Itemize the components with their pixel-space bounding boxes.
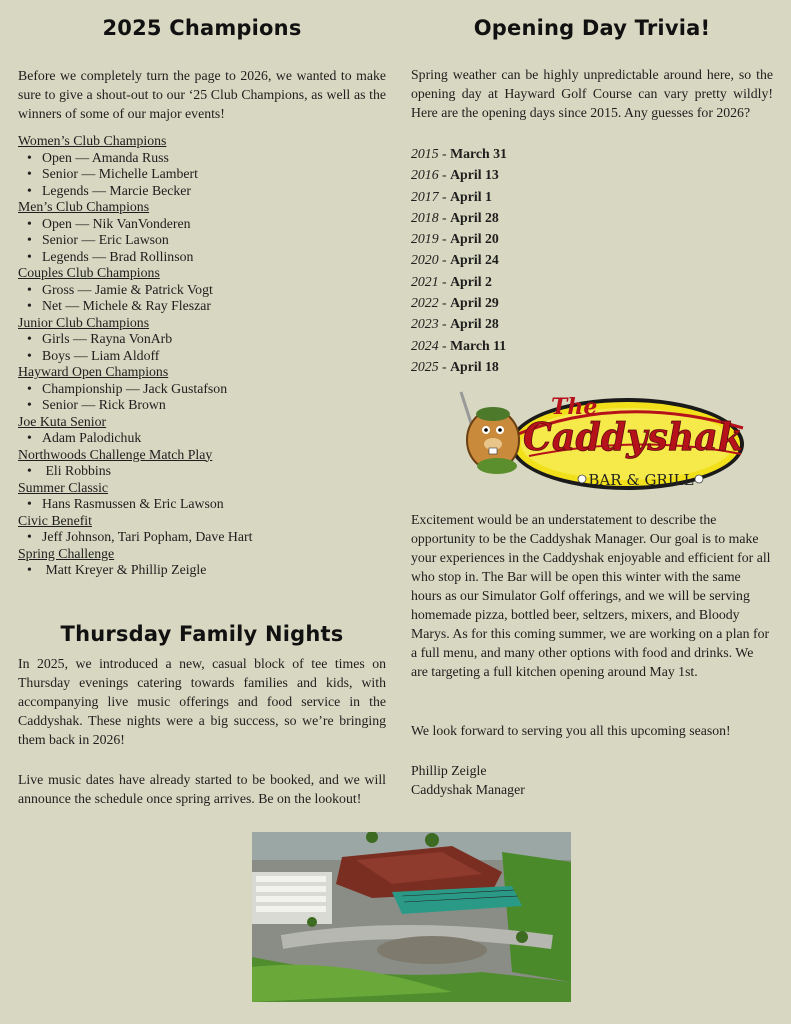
opening-day-date: April 1 bbox=[450, 188, 492, 204]
champion-winner-item: • Open — Amanda Russ bbox=[18, 150, 386, 167]
champion-category: Joe Kuta Senior bbox=[18, 413, 107, 429]
caddyshak-logo bbox=[451, 384, 751, 496]
champion-winner-item: • Championship — Jack Gustafson bbox=[18, 381, 386, 398]
opening-day-separator: - bbox=[438, 358, 451, 374]
opening-day-year: 2019 bbox=[411, 231, 439, 247]
opening-day-separator: - bbox=[438, 295, 451, 311]
champion-category: Summer Classic bbox=[18, 479, 109, 495]
champion-winner-item: • Senior — Rick Brown bbox=[18, 397, 386, 414]
opening-day-year: 2023 bbox=[411, 316, 439, 332]
opening-day-year: 2016 bbox=[411, 167, 439, 183]
champion-category: Women’s Club Champions bbox=[18, 133, 167, 148]
champion-winners-list bbox=[18, 381, 386, 414]
champion-winner-item: • Adam Palodichuk bbox=[18, 430, 386, 447]
opening-day-item bbox=[411, 186, 773, 207]
opening-day-date: April 13 bbox=[450, 167, 499, 183]
champion-category: Spring Challenge bbox=[18, 545, 115, 561]
opening-day-item bbox=[411, 271, 773, 292]
champion-winners-list bbox=[18, 331, 386, 364]
logo-the-text: The bbox=[551, 394, 598, 420]
champion-winner-item: • Legends — Brad Rollinson bbox=[18, 249, 386, 266]
opening-day-date: April 24 bbox=[450, 252, 499, 268]
opening-day-separator: - bbox=[438, 337, 451, 353]
champion-winner-item: • Girls — Rayna VonArb bbox=[18, 331, 386, 348]
family-nights-paragraph-1: In 2025, we introduced a new, casual block of tee times on Thursday evenings catering towards families and kids, with accompanying live music offerings and food service in the Caddyshak. These nights were a big success, so we’re bringing them back in 2026! bbox=[18, 656, 386, 747]
champion-winners-list bbox=[18, 430, 386, 447]
opening-days-list bbox=[411, 143, 773, 377]
opening-day-year: 2018 bbox=[411, 209, 439, 225]
caddyshak-paragraph-1: Excitement would be an understatement to describe the opportunity to be the Caddyshak Manager. Our goal is to make your experiences in the Caddyshak enjoyable and efficient for all who stop in. The Bar will be open this winter with the same hours as our Simulator Golf offerings, and we will be serving homemade pizza, bottled beer, seltzers, mixers, and Bloody Marys. As for this coming summer, we are working on a plan for a full menu, and many other options with food and drinks. We are targeting a full kitchen opening around May 1st. bbox=[411, 512, 771, 679]
champion-category: Junior Club Champions bbox=[18, 314, 150, 330]
opening-day-date: April 28 bbox=[450, 209, 499, 225]
champion-winner-item: • Hans Rasmussen & Eric Lawson bbox=[18, 496, 386, 513]
champions-intro: Before we completely turn the page to 2026, we wanted to make sure to give a shout-out to our ‘25 Club Champions, as well as the winners of some of our major events! bbox=[18, 68, 386, 121]
champion-category: Men’s Club Champions bbox=[18, 199, 150, 214]
champion-category: Northwoods Challenge Match Play bbox=[18, 446, 213, 462]
opening-day-item bbox=[411, 313, 773, 334]
trivia-intro: Spring weather can be highly unpredictable around here, so the opening day at Hayward Golf Course can vary pretty wildly! Here are the opening days since 2015. Any guesses for 2026? bbox=[411, 67, 773, 120]
champion-winner-item: • Boys — Liam Aldoff bbox=[18, 348, 386, 365]
champion-winners-list bbox=[18, 216, 386, 266]
champion-winners-list bbox=[18, 496, 386, 513]
opening-day-year: 2020 bbox=[411, 252, 439, 268]
opening-day-year: 2017 bbox=[411, 188, 439, 204]
champions-title: 2025 Champions bbox=[102, 16, 302, 40]
opening-day-year: 2024 bbox=[411, 337, 439, 353]
champion-winner-item: • Open — Nik VanVonderen bbox=[18, 216, 386, 233]
opening-day-separator: - bbox=[438, 188, 451, 204]
champion-category: Civic Benefit bbox=[18, 512, 92, 528]
opening-day-year: 2025 bbox=[411, 358, 439, 374]
caddyshak-paragraph-2: We look forward to serving you all this upcoming season! bbox=[411, 723, 731, 738]
opening-day-separator: - bbox=[438, 252, 451, 268]
opening-day-item bbox=[411, 228, 773, 249]
opening-day-item bbox=[411, 292, 773, 313]
opening-day-date: April 20 bbox=[450, 231, 499, 247]
logo-caddyshak-text: Caddyshak bbox=[523, 414, 743, 459]
champions-list bbox=[18, 133, 386, 579]
opening-day-separator: - bbox=[438, 316, 451, 332]
opening-day-date: April 28 bbox=[450, 316, 499, 332]
champion-winners-list bbox=[18, 529, 386, 546]
champion-winner-item: • Net — Michele & Ray Fleszar bbox=[18, 298, 386, 315]
opening-day-year: 2021 bbox=[411, 273, 439, 289]
champion-winner-item: • Legends — Marcie Becker bbox=[18, 183, 386, 200]
champion-winner-item: • Senior — Michelle Lambert bbox=[18, 166, 386, 183]
signature-title: Caddyshak Manager bbox=[411, 782, 525, 797]
opening-day-date: March 31 bbox=[450, 146, 507, 161]
family-nights-title: Thursday Family Nights bbox=[60, 622, 344, 646]
opening-day-date: April 2 bbox=[450, 273, 492, 289]
champion-winner-item: • Jeff Johnson, Tari Popham, Dave Hart bbox=[18, 529, 386, 546]
opening-day-date: March 11 bbox=[450, 337, 507, 353]
opening-day-year: 2022 bbox=[411, 295, 439, 311]
opening-day-separator: - bbox=[438, 231, 451, 247]
logo-bar-grill-text: BAR & GRILL bbox=[588, 471, 694, 489]
opening-day-item bbox=[411, 143, 773, 164]
champion-winners-list bbox=[18, 282, 386, 315]
opening-day-item bbox=[411, 356, 773, 377]
champion-winners-list bbox=[18, 150, 386, 200]
opening-day-separator: - bbox=[438, 273, 451, 289]
opening-day-date: April 29 bbox=[450, 295, 499, 311]
champion-category: Couples Club Champions bbox=[18, 265, 160, 280]
family-nights-paragraph-2: Live music dates have already started to be booked, and we will announce the schedule once spring arrives. Be on the lookout! bbox=[18, 772, 386, 806]
opening-day-year: 2015 bbox=[411, 146, 439, 161]
opening-day-item bbox=[411, 335, 773, 356]
clubhouse-aerial-photo bbox=[252, 832, 571, 1002]
opening-day-separator: - bbox=[438, 146, 451, 161]
opening-day-item bbox=[411, 207, 773, 228]
champion-winner-item: • Gross — Jamie & Patrick Vogt bbox=[18, 282, 386, 299]
champion-winner-item: • Matt Kreyer & Phillip Zeigle bbox=[18, 562, 386, 579]
opening-day-separator: - bbox=[438, 167, 451, 183]
opening-day-item bbox=[411, 164, 773, 185]
opening-day-separator: - bbox=[438, 209, 451, 225]
opening-day-date: April 18 bbox=[450, 358, 499, 374]
champion-winner-item: • Senior — Eric Lawson bbox=[18, 232, 386, 249]
opening-day-item bbox=[411, 249, 773, 270]
champion-winners-list bbox=[18, 562, 386, 579]
signature-name: Phillip Zeigle bbox=[411, 763, 487, 778]
champion-winner-item: • Eli Robbins bbox=[18, 463, 386, 480]
champion-category: Hayward Open Champions bbox=[18, 364, 169, 379]
trivia-title: Opening Day Trivia! bbox=[473, 16, 711, 40]
champion-winners-list bbox=[18, 463, 386, 480]
